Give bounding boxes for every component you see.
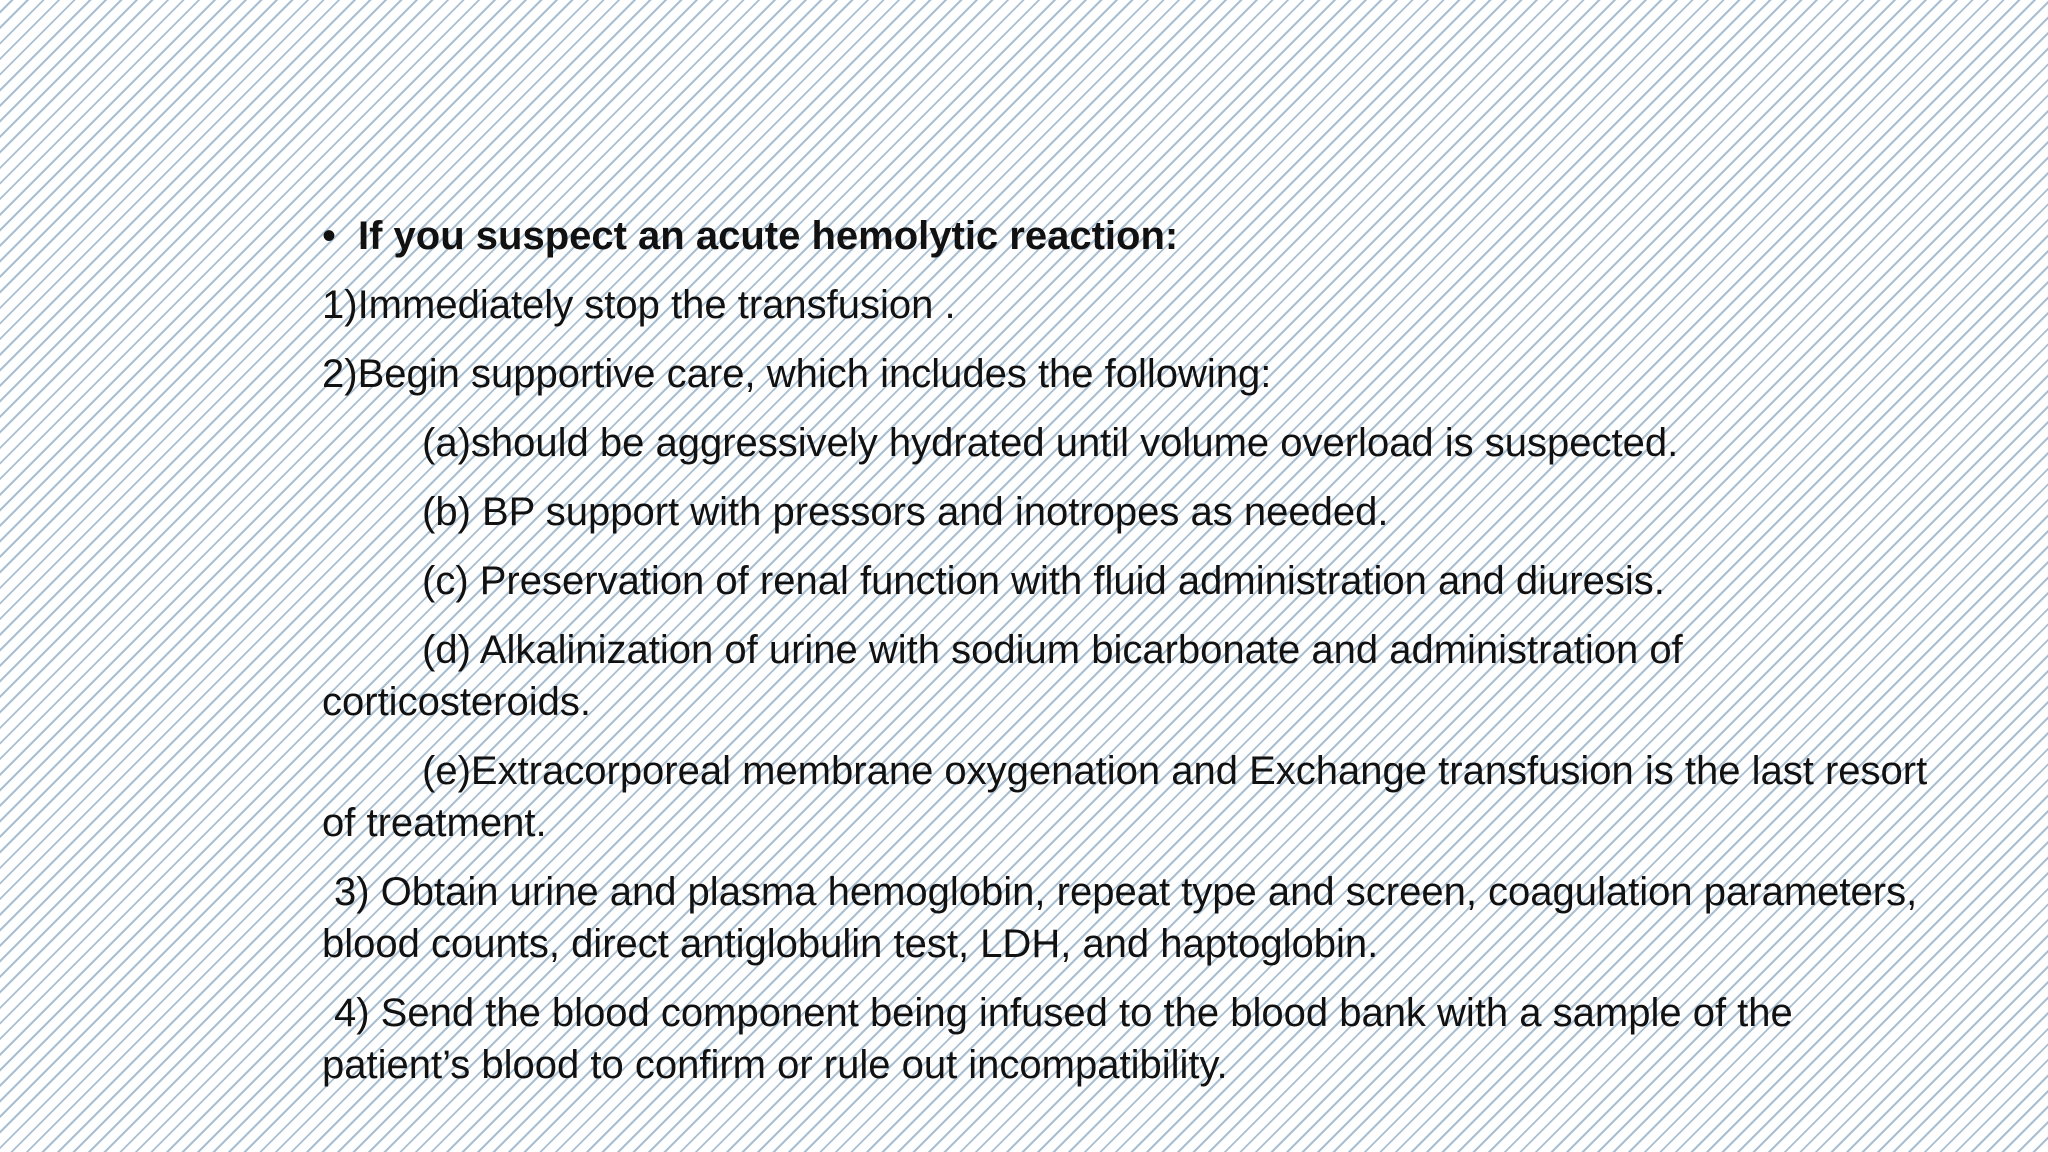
step-2d: (d) Alkalinization of urine with sodium bicarbonate and administration of corticosteroids. (322, 628, 1683, 724)
step-2: 2)Begin supportive care, which includes the following: (322, 352, 1272, 396)
step-1: 1)Immediately stop the transfusion . (322, 283, 956, 327)
step-2e: (e)Extracorporeal membrane oxygenation and Exchange transfusion is the last resort of treatment. (322, 749, 1928, 845)
step-3: 3) Obtain urine and plasma hemoglobin, repeat type and screen, coagulation parameters, blood counts, direct antiglobulin test, LDH, and haptoglobin. (322, 870, 1918, 966)
step-2a: (a)should be aggressively hydrated until volume overload is suspected. (422, 421, 1679, 465)
slide-heading (322, 210, 1942, 262)
heading-text: If you suspect an acute hemolytic reaction: (358, 214, 1179, 258)
step-2b: (b) BP support with pressors and inotropes as needed. (422, 490, 1389, 534)
bullet-icon: • (322, 214, 337, 258)
step-4: 4) Send the blood component being infused to the blood bank with a sample of the patient’s blood to confirm or rule out incompatibility. (322, 991, 1793, 1087)
step-2c: (c) Preservation of renal function with fluid administration and diuresis. (422, 559, 1665, 603)
slide-body (322, 210, 1942, 1108)
